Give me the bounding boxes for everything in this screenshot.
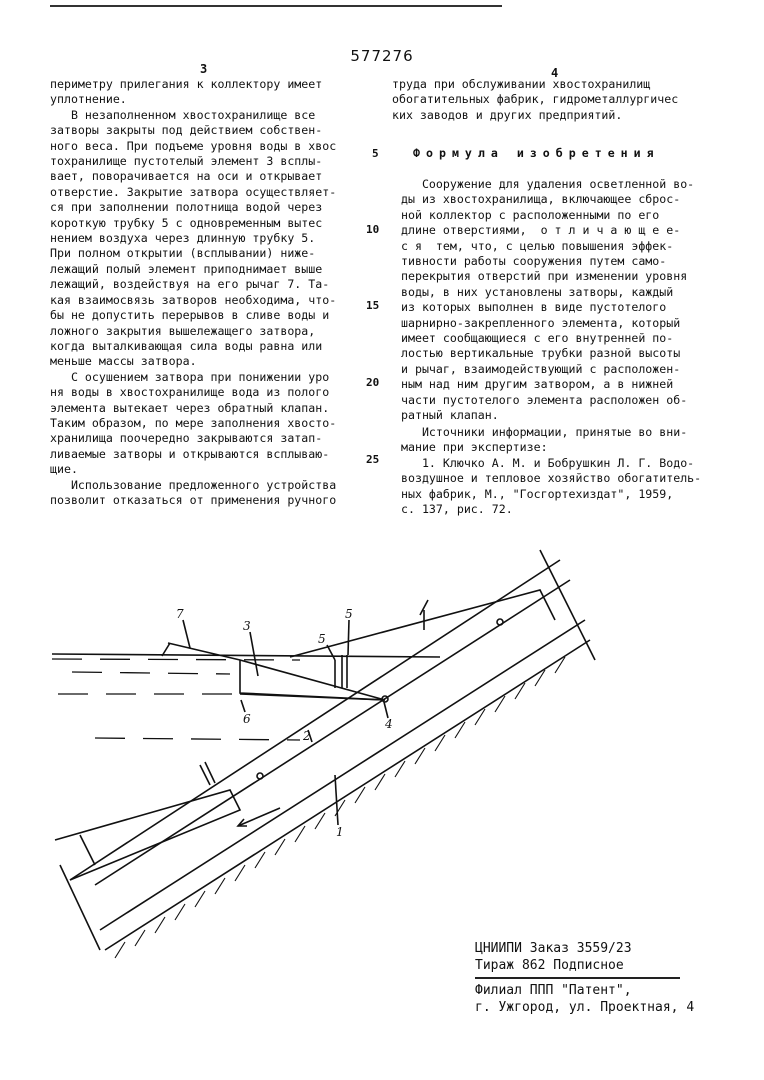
text-line: ливаемые затворы и открываются всплываю-: [50, 446, 330, 461]
text-line: ня воды в хвостохранилище вода из полого: [50, 385, 330, 400]
patent-number: 577276: [350, 47, 414, 65]
claims-heading: Формула изобретения: [413, 146, 660, 160]
start-wall: [60, 865, 100, 950]
text-line: ся при заполнении полотнища водой через: [50, 200, 323, 215]
text-line: С осушением затвора при понижении уро: [50, 369, 330, 384]
upper-gate-body: [290, 590, 555, 657]
text-line: периметру прилегания к коллектору имеет: [50, 77, 323, 91]
text-line: шарнирно-закрепленного элемента, который: [401, 315, 681, 330]
water-dash-lines: [52, 659, 300, 740]
text-line: ным над ним другим затвором, а в нижней: [401, 377, 674, 392]
label-4: 4: [385, 717, 393, 731]
text-line: вает, поворачивается на оси и открывает: [50, 169, 323, 184]
imprint-rule: [475, 977, 680, 979]
gate-3-body: [168, 643, 385, 700]
text-line: затворы закрыты под действием собствен-: [50, 123, 323, 138]
lower-gate-body: [55, 790, 240, 880]
text-line: Источники информации, принятые во вни-: [401, 425, 688, 439]
label-5b: 5: [345, 607, 353, 621]
text-line: тохранилище пустотелый элемент 3 всплы-: [50, 154, 323, 169]
text-line: ных фабрик, М., "Госгортехиздат", 1959,: [401, 486, 674, 501]
line-number-20: 20: [366, 376, 380, 389]
text-line: 1. Ключко А. М. и Бобрушкин Л. Г. Водо-: [401, 455, 695, 470]
text-line: обогатительных фабрик, гидрометаллургичес: [392, 92, 679, 107]
text-line: Использование предложенного устройства: [50, 477, 337, 492]
line-number-5: 5: [372, 147, 379, 160]
text-line: хранилища поочередно закрываются затап-: [50, 431, 323, 446]
text-line: При полном открытии (всплывании) ниже-: [50, 246, 316, 261]
imprint-block: [475, 940, 694, 1016]
text-line: имеет сообщающиеся с его внутренней по-: [401, 331, 674, 346]
text-line: меньше массы затвора.: [50, 354, 197, 369]
hinge-lower: [257, 773, 263, 779]
text-line: когда выталкивающая сила воды равна или: [50, 338, 323, 353]
collector-inner-wall: [95, 580, 570, 885]
text-line: короткую трубку 5 с одновременным вытес: [50, 215, 323, 230]
text-line: воздушное и тепловое хозяйство обогатитель-: [401, 471, 702, 486]
text-line: щие.: [50, 462, 78, 477]
label-5a: 5: [318, 632, 326, 646]
lever-7: [162, 643, 170, 656]
text-line: ложного закрытия вышележащего затвора,: [50, 323, 316, 338]
text-line: труда при обслуживании хвостохранилищ: [392, 77, 651, 91]
text-line: нением воздуха через длинную трубку 5.: [50, 231, 316, 246]
text-line: ды из хвостохранилища, включающее сброс-: [401, 192, 681, 207]
text-line: с я тем, что, с целью повышения эффек-: [401, 238, 674, 253]
flow-arrow: [238, 808, 280, 826]
imprint-address: г. Ужгород, ул. Проектная, 4: [475, 1000, 695, 1015]
label-2: 2: [303, 729, 311, 743]
text-line: Таким образом, по мере заполнения хвосто-: [50, 415, 337, 430]
text-line: тивности работы сооружения путем само-: [401, 254, 667, 269]
text-line: лостью вертикальные трубки разной высоты: [401, 346, 681, 361]
text-line: ратный клапан.: [401, 408, 499, 423]
text-line: перекрытия отверстий при изменении уровня: [401, 269, 688, 284]
text-line: ких заводов и других предприятий.: [392, 107, 623, 122]
label-1: 1: [336, 825, 344, 839]
text-line: мание при экспертизе:: [401, 440, 548, 455]
text-line: ного веса. При подъеме уровня воды в хвос: [50, 138, 337, 153]
gate-3-bottom: [240, 694, 385, 700]
text-line: отверстие. Закрытие затвора осуществляет-: [50, 184, 337, 199]
soil-hatching: [115, 657, 565, 958]
text-line: части пустотелого элемента расположен об-: [401, 392, 688, 407]
water-level-line: [52, 654, 440, 657]
text-line: элемента вытекает через обратный клапан.: [50, 400, 330, 415]
text-line: уплотнение.: [50, 92, 127, 107]
text-line: ной коллектор с расположенными по его: [401, 207, 660, 222]
text-line: лежащий, воздействуя на его рычаг 7. Та-: [50, 277, 330, 292]
text-line: В незаполненном хвостохранилище все: [50, 107, 316, 122]
line-number-25: 25: [366, 453, 380, 466]
text-line: кая взаимосвязь затворов необходима, что-: [50, 292, 337, 307]
line-number-15: 15: [366, 299, 380, 312]
label-3: 3: [243, 619, 251, 633]
text-line: длине отверстиями, о т л и ч а ю щ е е-: [401, 223, 681, 238]
text-line: и рычаг, взаимодействующий с расположен-: [401, 361, 681, 376]
text-line: лежащий полый элемент приподнимает выше: [50, 261, 323, 276]
imprint-print-run: Тираж 862 Подписное: [475, 958, 624, 973]
label-6: 6: [243, 712, 251, 726]
text-line: Сооружение для удаления осветленной во-: [401, 177, 695, 191]
right-column-number: 4: [551, 66, 559, 80]
line-number-10: 10: [366, 223, 380, 236]
label-7: 7: [176, 607, 184, 621]
left-column-number: 3: [200, 62, 208, 76]
figure-labels: [176, 607, 393, 839]
text-line: из которых выполнен в виде пустотелого: [401, 300, 667, 315]
imprint-branch: Филиал ППП "Патент",: [475, 983, 632, 998]
collector-top-wall: [70, 560, 560, 880]
imprint-order: ЦНИИПИ Заказ 3559/23: [475, 941, 632, 956]
text-line: воды, в них установлены затворы, каждый: [401, 284, 674, 299]
text-line: с. 137, рис. 72.: [401, 502, 513, 517]
text-line: бы не допустить перерывов в сливе воды и: [50, 308, 330, 323]
text-line: позволит отказаться от применения ручного: [50, 492, 337, 507]
